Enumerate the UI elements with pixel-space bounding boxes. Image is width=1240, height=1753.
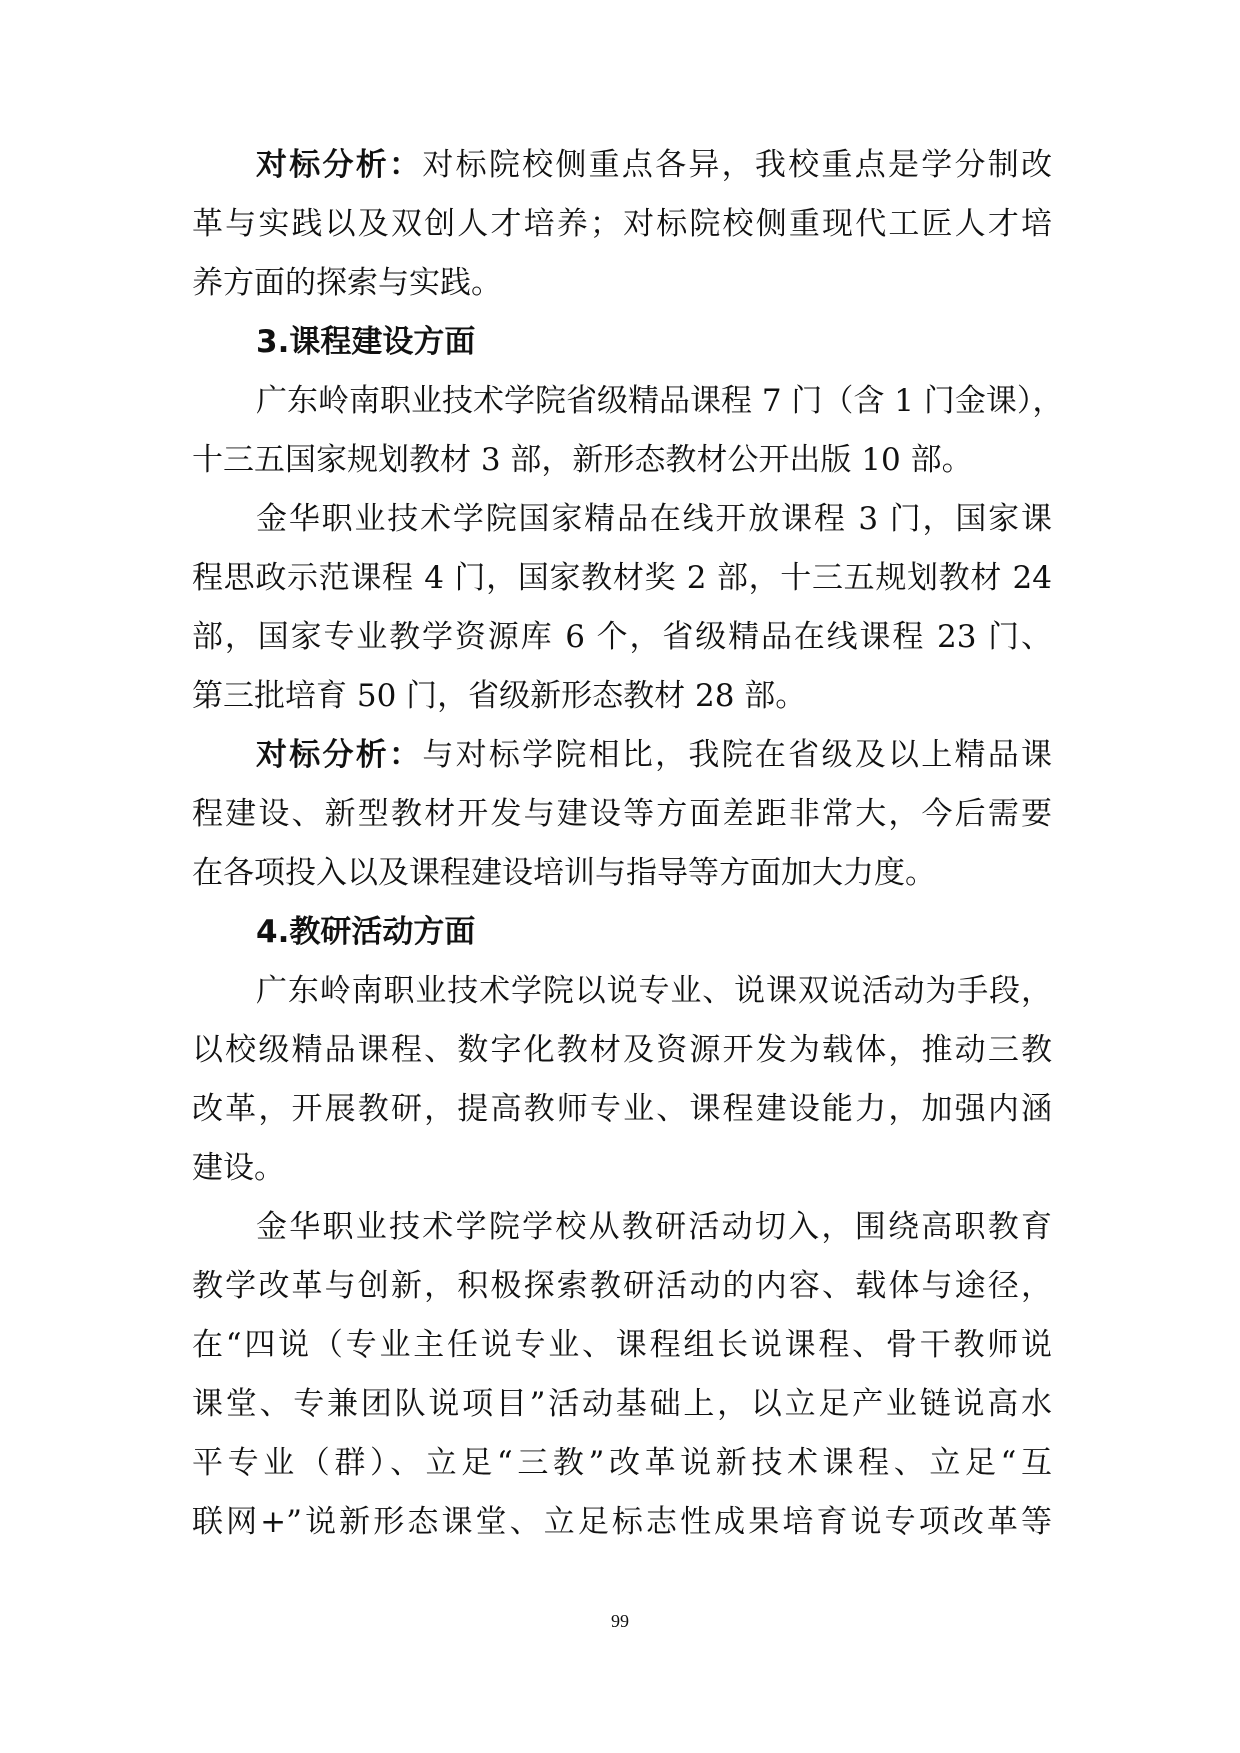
paragraph-line: 在各项投入以及课程建设培训与指导等方面加大力度。 <box>192 855 936 891</box>
paragraph-line: 广东岭南职业技术学院省级精品课程 7 门（含 1 门金课）， <box>256 383 1064 419</box>
paragraph-line: 第三批培育 50 门，省级新形态教材 28 部。 <box>192 678 807 714</box>
paragraph-line <box>256 725 1052 785</box>
paragraph-line <box>256 135 1052 195</box>
paragraph-line: 课堂、专兼团队说项目”活动基础上，以立足产业链说高水 <box>192 1386 1052 1422</box>
paragraph-line: 建设。 <box>192 1150 285 1186</box>
paragraph-line: 联网+”说新形态课堂、立足标志性成果培育说专项改革等 <box>192 1504 1052 1540</box>
paragraph-line: 程思政示范课程 4 门，国家教材奖 2 部，十三五规划教材 24 <box>192 560 1052 596</box>
paragraph-line: 广东岭南职业技术学院以说专业、说课双说活动为手段， <box>256 973 1052 1009</box>
paragraph-line: 十三五国家规划教材 3 部，新形态教材公开出版 10 部。 <box>192 442 973 478</box>
paragraph-line: 以校级精品课程、数字化教材及资源开发为载体，推动三教 <box>192 1032 1052 1068</box>
paragraph-line: 在“四说（专业主任说专业、课程组长说课程、骨干教师说 <box>192 1327 1052 1363</box>
paragraph-line: 改革，开展教研，提高教师专业、课程建设能力，加强内涵 <box>192 1091 1052 1127</box>
paragraph-line: 金华职业技术学院学校从教研活动切入，围绕高职教育 <box>256 1209 1052 1245</box>
paragraph-line: 金华职业技术学院国家精品在线开放课程 3 门，国家课 <box>256 501 1052 537</box>
analysis-lead: 对标分析： <box>256 147 423 183</box>
page-number: 99 <box>611 1611 629 1631</box>
section-heading-3: 3.课程建设方面 <box>256 324 476 360</box>
paragraph-text: 与对标学院相比，我院在省级及以上精品课 <box>422 737 1053 773</box>
paragraph-line: 革与实践以及双创人才培养；对标院校侧重现代工匠人才培 <box>192 206 1052 242</box>
paragraph-line: 教学改革与创新，积极探索教研活动的内容、载体与途径， <box>192 1268 1052 1304</box>
paragraph-line: 程建设、新型教材开发与建设等方面差距非常大，今后需要 <box>192 796 1052 832</box>
analysis-lead: 对标分析： <box>256 737 423 773</box>
paragraph-line: 养方面的探索与实践。 <box>192 265 502 301</box>
paragraph-line: 部，国家专业教学资源库 6 个，省级精品在线课程 23 门、 <box>192 619 1052 655</box>
paragraph-line: 平专业（群）、立足“三教”改革说新技术课程、立足“互 <box>192 1445 1052 1481</box>
paragraph-text: 对标院校侧重点各异，我校重点是学分制改 <box>422 147 1053 183</box>
section-heading-4: 4.教研活动方面 <box>256 914 476 950</box>
